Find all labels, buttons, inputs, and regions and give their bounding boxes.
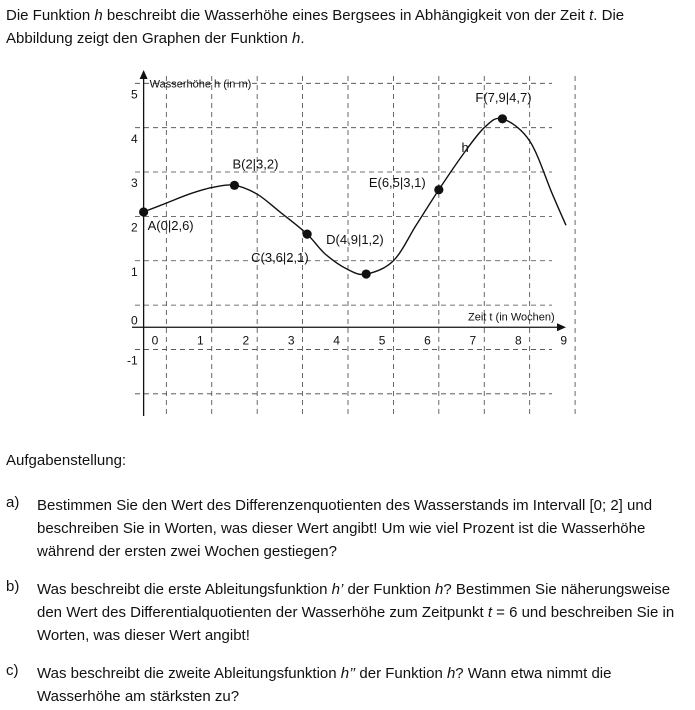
x-tick-label: 5 bbox=[378, 333, 386, 348]
text-part: ? Wann etwa nimmt die Wasserhöhe am stärksten zu? bbox=[37, 665, 612, 705]
point-label: E(6,5|3,1) bbox=[368, 174, 426, 190]
intro-var-t: t bbox=[589, 7, 594, 24]
task-letter: a) bbox=[6, 494, 20, 511]
x-tick-label: 7 bbox=[469, 333, 477, 348]
x-axis-arrow bbox=[557, 323, 566, 331]
var-h: h bbox=[435, 581, 444, 598]
point-marker bbox=[139, 207, 148, 216]
y-tick-label: 5 bbox=[130, 87, 138, 102]
y-axis-arrow bbox=[140, 70, 148, 79]
intro-var-h: h bbox=[94, 7, 103, 24]
intro-var-h: h bbox=[292, 30, 301, 47]
x-tick-label: 1 bbox=[197, 333, 204, 348]
intro-text bbox=[6, 4, 690, 50]
y-tick-label: 4 bbox=[130, 131, 138, 146]
point-label: F(7,9|4,7) bbox=[475, 89, 532, 105]
point-marker bbox=[230, 181, 239, 190]
text-part: Was beschreibt die erste Ableitungsfunktion bbox=[37, 581, 332, 598]
x-tick-label: 3 bbox=[287, 333, 295, 348]
var-h: h bbox=[446, 665, 456, 682]
var-h-double-prime: h’’ bbox=[340, 665, 356, 682]
x-tick-label: 9 bbox=[560, 333, 568, 348]
intro-part: . Die Abbildung zeigt den Graphen der Funktion bbox=[6, 7, 625, 47]
task-a-text: Bestimmen Sie den Wert des Differenzenquotienten des Wasserstands im Intervall [0; 2] und beschreiben Sie in Worten, was dieser Wert angibt! Um wie viel Prozent ist die Wasserhöhe während der ersten zwei Wochen gestiegen? bbox=[37, 497, 653, 560]
x-axis-label: Zeit t (in Wochen) bbox=[468, 311, 555, 324]
y-tick-label: 2 bbox=[130, 220, 138, 235]
y-tick-label: 1 bbox=[130, 264, 138, 279]
var-h-prime: h’ bbox=[331, 581, 344, 598]
task-letter: b) bbox=[6, 578, 20, 595]
x-tick-label: 2 bbox=[242, 333, 250, 348]
point-marker bbox=[303, 230, 312, 239]
curve-label-h: h bbox=[461, 140, 469, 156]
point-marker bbox=[362, 269, 371, 278]
intro-part: Die Funktion bbox=[6, 7, 95, 24]
x-tick-label: 0 bbox=[151, 333, 159, 348]
x-tick-label: 8 bbox=[514, 333, 522, 348]
marked-points bbox=[139, 90, 532, 279]
intro-part: beschreibt die Wasserhöhe eines Bergsees in Abhängigkeit von der Zeit bbox=[102, 7, 590, 24]
x-tick-label: 4 bbox=[333, 333, 340, 348]
text-part: der Funktion bbox=[343, 581, 436, 598]
intro-part: . bbox=[300, 30, 305, 47]
point-marker bbox=[498, 114, 507, 123]
task-b-text bbox=[37, 578, 690, 647]
var-t: t bbox=[487, 604, 492, 621]
text-part: Was beschreibt die zweite Ableitungsfunktion bbox=[37, 665, 341, 682]
text-part: der Funktion bbox=[355, 665, 447, 682]
y-tick-label: 0 bbox=[130, 313, 138, 328]
curve-h bbox=[144, 118, 566, 274]
function-graph bbox=[120, 62, 580, 424]
task-letter: c) bbox=[6, 662, 19, 679]
y-axis-label: Wasserhöhe h (in m) bbox=[149, 78, 252, 91]
point-label: D(4,9|1,2) bbox=[326, 232, 384, 248]
task-c-text bbox=[37, 662, 690, 708]
y-tick-label: 3 bbox=[130, 176, 138, 191]
point-label: C(3,6|2,1) bbox=[251, 250, 309, 266]
point-label: A(0|2,6) bbox=[147, 217, 194, 233]
task-heading: Aufgabenstellung: bbox=[6, 452, 127, 469]
graph-svg bbox=[120, 62, 580, 424]
y-tick-label: -1 bbox=[126, 353, 138, 368]
task-c bbox=[6, 662, 690, 708]
point-label: B(2|3,2) bbox=[232, 156, 279, 172]
text-part: = 6 und beschreiben Sie in Worten, was dieser Wert angibt! bbox=[37, 604, 675, 644]
point-marker bbox=[434, 185, 443, 194]
x-tick-label: 6 bbox=[424, 333, 431, 348]
text-part: ? Bestimmen Sie näherungsweise den Wert des Differentialquotienten der Wasserhöhe zum Zeitpunkt bbox=[37, 581, 671, 621]
task-b bbox=[6, 578, 690, 647]
task-a bbox=[6, 494, 690, 563]
